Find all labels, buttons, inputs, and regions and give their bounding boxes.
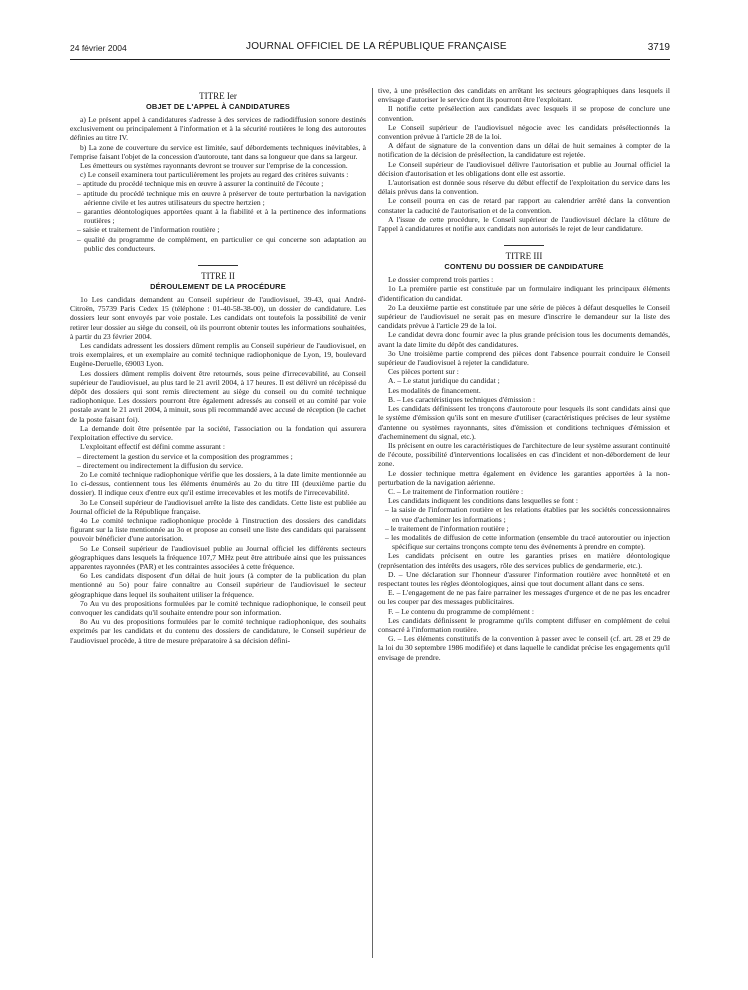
paragraph: B. – Les caractéristiques techniques d'émission : [388,394,536,404]
paragraph: Les dossiers dûment remplis doivent être retournés, sous peine d'irrecevabilité, au Conseil supérieur de l'audiovisuel, au plus tard le 21 avril 2004, à 17 heures. Il est délivré un récépissé du dépôt des dossiers qui sont remis directement au siège du conseil ou du comité technique radiophonique. Les dossiers pourront être également adressés au conseil et au comité par voie postale avant le 21 avril 2004, à minuit, sous pli recommandé avec accusé de réception (le cachet de la poste faisant foi). [70,368,366,424]
paragraph: b) La zone de couverture du service est limitée, sauf débordements techniques inévitables, à l'emprise faisant l'objet de la concession d'autoroute, tant dans sa longueur que dans sa largeur. [70,142,366,161]
paragraph: Ces pièces portent sur : [388,367,459,377]
list-item: – aptitude du procédé technique mis en œuvre à préserver de toute perturbation la navigation aérienne civile et les autres utilisateurs du spectre hertzien ; [77,188,366,207]
paragraph: Il notifie cette présélection aux candidats avec lesquels il se propose de conclure une convention. [378,104,670,123]
list-item: – la saisie de l'information routière et les relations établies par les sociétés concessionnaires en vue d'acheminer les informations ; [385,505,670,524]
paragraph: L'exploitant effectif est défini comme assurant : [80,442,226,452]
paragraph: C. – Le traitement de l'information routière : [388,486,524,496]
paragraph: 3o Le Conseil supérieur de l'audiovisuel arrête la liste des candidats. Cette liste est publiée au Journal officiel de la République française. [70,497,366,516]
title-2-heading: TITRE II [201,271,235,282]
header-rule [70,59,670,60]
title-3-heading: TITRE III [505,251,543,262]
paragraph: Le Conseil supérieur de l'audiovisuel délivre l'autorisation et publie au Journal officiel la décision d'autorisation et les obligations dont elle est assortie. [378,159,670,178]
paragraph: Le Conseil supérieur de l'audiovisuel négocie avec les candidats présélectionnés la convention prévue à l'article 28 de la loi. [378,122,670,142]
paragraph: a) Le présent appel à candidatures s'adresse à des services de radiodiffusion sonore destinés exclusivement ou principalement à l'information et à la sécurité routières le long des autoroutes définies au titre IV. [70,115,366,143]
list-item: – directement ou indirectement la diffusion du service. [77,460,244,470]
paragraph: A défaut de signature de la convention dans un délai de huit semaines à compter de la notification de la décision de présélection, la candidature est rejetée. [378,141,670,160]
paragraph: F. – Le contenu du programme de complément : [388,606,534,616]
paragraph: Le conseil pourra en cas de retard par rapport au calendrier arrêté dans la convention constater la caducité de l'autorisation et de la convention. [378,196,670,215]
paragraph: tive, à une présélection des candidats en arrêtant les secteurs géographiques dans lesquels il envisage d'autoriser le service dont ils pourront être l'exploitant. [378,86,670,105]
journal-title: JOURNAL OFFICIEL DE LA RÉPUBLIQUE FRANÇAISE [246,41,507,52]
paragraph: L'autorisation est donnée sous réserve du début effectif de l'exploitation du service dans les délais prévus dans la convention. [378,178,670,197]
paragraph: c) Le conseil examinera tout particulièrement les projets au regard des critères suivants : [80,170,349,180]
paragraph: Ils précisent en outre les caractéristiques de l'architecture de leur système assurant continuité de l'écoute, possibilité d'interventions localisées en cas d'incident et non-débordement de leur zone. [378,440,670,469]
column-divider [372,88,373,958]
paragraph: 1o Les candidats demandent au Conseil supérieur de l'audiovisuel, 39-43, quai André-Citroën, 75739 Paris Cedex 15 (téléphone : 01-40-58-38-00), un dossier de candidature. Les dossiers leur sont envoyés par voie postale. Les candidats ont toutefois la possibilité de venir retirer leur dossier au siège du conseil, où ils pourront obtenir toutes les informations souhaitées, à partir du 23 février 2004. [70,295,366,341]
right-column [378,86,670,662]
paragraph: 2o La deuxième partie est constituée par une série de pièces à défaut desquelles le Conseil supérieur de l'audiovisuel ne serait pas en mesure d'inscrire le demandeur sur la liste des candidats prévue à l'article 29 de la loi. [378,302,670,331]
title-2-subheading: DÉROULEMENT DE LA PROCÉDURE [150,282,286,292]
paragraph: La demande doit être présentée par la société, l'association ou la fondation qui assurera l'exploitation effective du service. [70,423,366,443]
paragraph: 3o Une troisième partie comprend des pièces dont l'absence pourrait conduire le Conseil supérieur de l'audiovisuel à rejeter la candidature. [378,348,670,368]
list-item: – saisie et traitement de l'information routière ; [77,225,220,235]
page-number: 3719 [647,42,670,53]
paragraph: Les candidats définissent les tronçons d'autoroute pour lesquels ils sont candidats ainsi que le système d'émission qu'ils sont en mesure d'utiliser (caractéristiques précises de leur système d'antenne ou systèmes rayonnants, sites d'émission et conditions techniques d'émission et d'acheminement du signal, etc.). [378,404,670,441]
paragraph: Le dossier technique mettra également en évidence les garanties apportées à la non-perturbation de la navigation aérienne. [378,468,670,487]
list-item: – les modalités de diffusion de cette information (ensemble du tracé autoroutier ou injection spécifique sur certains tronçons compte tenu des événements à prendre en compte). [385,532,670,552]
paragraph: 5o Le Conseil supérieur de l'audiovisuel publie au Journal officiel les différents secteurs géographiques dans lesquels la fréquence 107,7 MHz peut être attribuée ainsi que les puissances apparentes rayonnées (PAR) et les contraintes associées à cette fréquence. [70,543,366,571]
paragraph: Les émetteurs ou systèmes rayonnants devront se trouver sur l'emprise de la concession. [80,161,348,171]
paragraph: E. – L'engagement de ne pas faire parrainer les messages d'urgence et de ne pas les encadrer ou les couper par des messages publicitaires. [378,588,670,607]
paragraph: 1o La première partie est constituée par un formulaire indiquant les principaux éléments d'identification du candidat. [378,284,670,303]
paragraph: A. – Le statut juridique du candidat ; [388,376,500,386]
title-1-heading: TITRE Ier [199,91,237,101]
paragraph: 2o Le comité technique radiophonique vérifie que les dossiers, à la date limite mentionnée au 1o ci-dessus, contiennent tous les éléments énumérés au 2o du titre III (deuxième partie du dossier). Il indique ceux d'entre eux qu'il estime irrecevables et les motifs de l'irrecevabilité. [70,469,366,498]
list-item: – garanties déontologiques apportées quant à la fiabilité et à la pertinence des informations routières ; [77,207,366,226]
title-3-subheading: CONTENU DU DOSSIER DE CANDIDATURE [444,262,604,272]
list-item: – le traitement de l'information routière ; [385,523,509,533]
paragraph: Les candidats précisent en outre les garanties prises en matière déontologique (représentation des intérêts des usagers, rôle des services publics de gendarmerie, etc.). [378,551,670,570]
issue-date: 24 février 2004 [70,43,127,53]
list-item: – qualité du programme de complément, en particulier ce qui concerne son adaptation au public des conducteurs. [77,234,366,253]
page-header [70,40,670,56]
paragraph: Les candidats adressent les dossiers dûment remplis au Conseil supérieur de l'audiovisuel, en trois exemplaires, et un exemplaire au comité technique radiophonique de Lyon, 19, boulevard Eugène-Deruelle, 69003 Lyon. [70,341,366,369]
list-item: – aptitude du procédé technique mis en œuvre à assurer la continuité de l'écoute ; [77,179,324,189]
paragraph: 8o Au vu des propositions formulées par le comité technique radiophonique, des souhaits exprimés par les candidats et du contenu des dossiers de candidature, le Conseil supérieur de l'audiovisuel procède, à titre de mesure préparatoire à sa décision défini- [70,617,366,645]
paragraph: Les candidats définissent le programme qu'ils comptent diffuser en complément de celui consacré à l'information routière. [378,615,670,634]
list-item: – directement la gestion du service et la composition des programmes ; [77,451,293,461]
paragraph: 6o Les candidats disposent d'un délai de huit jours (à compter de la publication du plan mentionné au 5o) pour faire connaître au Conseil supérieur de l'audiovisuel le secteur géographique dans lequel ils souhaitent utiliser la fréquence. [70,571,366,599]
paragraph: D. – Une déclaration sur l'honneur d'assurer l'information routière avec honnêteté et en respectant toutes les règles déontologiques, ainsi que tout document allant dans ce sens. [378,569,670,588]
title-1-subheading: OBJET DE L'APPEL À CANDIDATURES [145,102,290,111]
paragraph: Le candidat devra donc fournir avec la plus grande précision tous les documents demandés, avant la date limite du dépôt des candidatures. [378,330,670,349]
left-column [70,90,366,645]
paragraph: 7o Au vu des propositions formulées par le comité technique radiophonique, le conseil peut convoquer les candidats qu'il souhaite entendre pour son information. [70,598,366,617]
paragraph: Les modalités de financement. [388,385,481,395]
section-rule [504,245,544,246]
paragraph: A l'issue de cette procédure, le Conseil supérieur de l'audiovisuel déclare la clôture de l'appel à candidatures et notifie aux candidats non autorisés le rejet de leur candidature. [378,214,670,234]
paragraph: 4o Le comité technique radiophonique procède à l'instruction des dossiers des candidats figurant sur la liste mentionnée au 3o et propose au conseil une liste des candidats qui paraissent pouvoir bénéficier d'une autorisation. [70,515,366,544]
section-rule [198,265,238,266]
paragraph: Le dossier comprend trois parties : [388,275,494,285]
paragraph: Les candidats indiquent les conditions dans lesquelles se font : [388,496,579,506]
paragraph: G. – Les éléments constitutifs de la convention à passer avec le conseil (cf. art. 28 et 29 de la loi du 30 septembre 1986 modifiée) et dans laquelle le candidat précise les engagements qu'il envisage de prendre. [378,634,670,662]
